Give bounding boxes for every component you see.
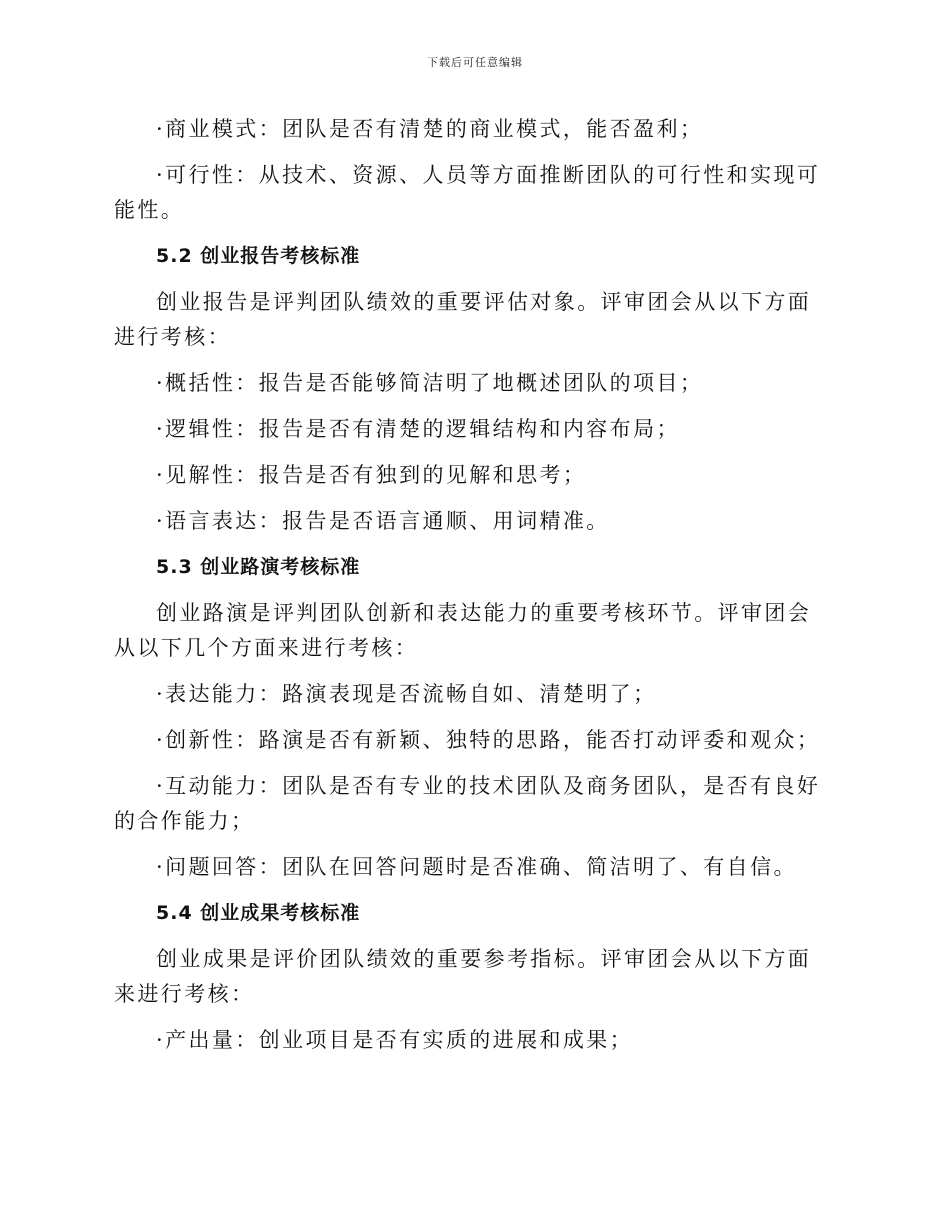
- bullet-insight: ·见解性：报告是否有独到的见解和思考；: [156, 463, 587, 487]
- bullet-summary: ·概括性：报告是否能够简洁明了地概述团队的项目；: [156, 371, 704, 395]
- page-header-note: 下载后可任意编辑: [427, 56, 523, 69]
- section-heading-5-2: 5.2 创业报告考核标准: [156, 245, 361, 267]
- bullet-language: ·语言表达：报告是否语言通顺、用词精准。: [156, 509, 610, 533]
- bullet-qa: ·问题回答：团队在回答问题时是否准确、简洁明了、有自信。: [156, 855, 797, 879]
- section-heading-5-4: 5.4 创业成果考核标准: [156, 902, 361, 924]
- paragraph-roadshow-intro: 创业路演是评判团队创新和表达能力的重要考核环节。评审团会从以下几个方面来进行考核：: [114, 601, 812, 660]
- paragraph-report-intro: 创业报告是评判团队绩效的重要评估对象。评审团会从以下方面进行考核：: [114, 290, 812, 349]
- bullet-interaction: ·互动能力：团队是否有专业的技术团队及商务团队，是否有良好的合作能力；: [114, 774, 821, 833]
- bullet-expression: ·表达能力：路演表现是否流畅自如、清楚明了；: [156, 682, 657, 706]
- section-heading-5-3: 5.3 创业路演考核标准: [156, 556, 361, 578]
- bullet-business-model: ·商业模式：团队是否有清楚的商业模式，能否盈利；: [156, 117, 704, 141]
- document-body: [114, 112, 834, 1069]
- bullet-logic: ·逻辑性：报告是否有清楚的逻辑结构和内容布局；: [156, 417, 680, 441]
- bullet-feasibility: ·可行性：从技术、资源、人员等方面推断团队的可行性和实现可能性。: [114, 163, 821, 222]
- bullet-innovation: ·创新性：路演是否有新颖、独特的思路，能否打动评委和观众；: [156, 728, 821, 752]
- bullet-output: ·产出量：创业项目是否有实质的进展和成果；: [156, 1028, 634, 1052]
- paragraph-results-intro: 创业成果是评价团队绩效的重要参考指标。评审团会从以下方面来进行考核：: [114, 947, 812, 1006]
